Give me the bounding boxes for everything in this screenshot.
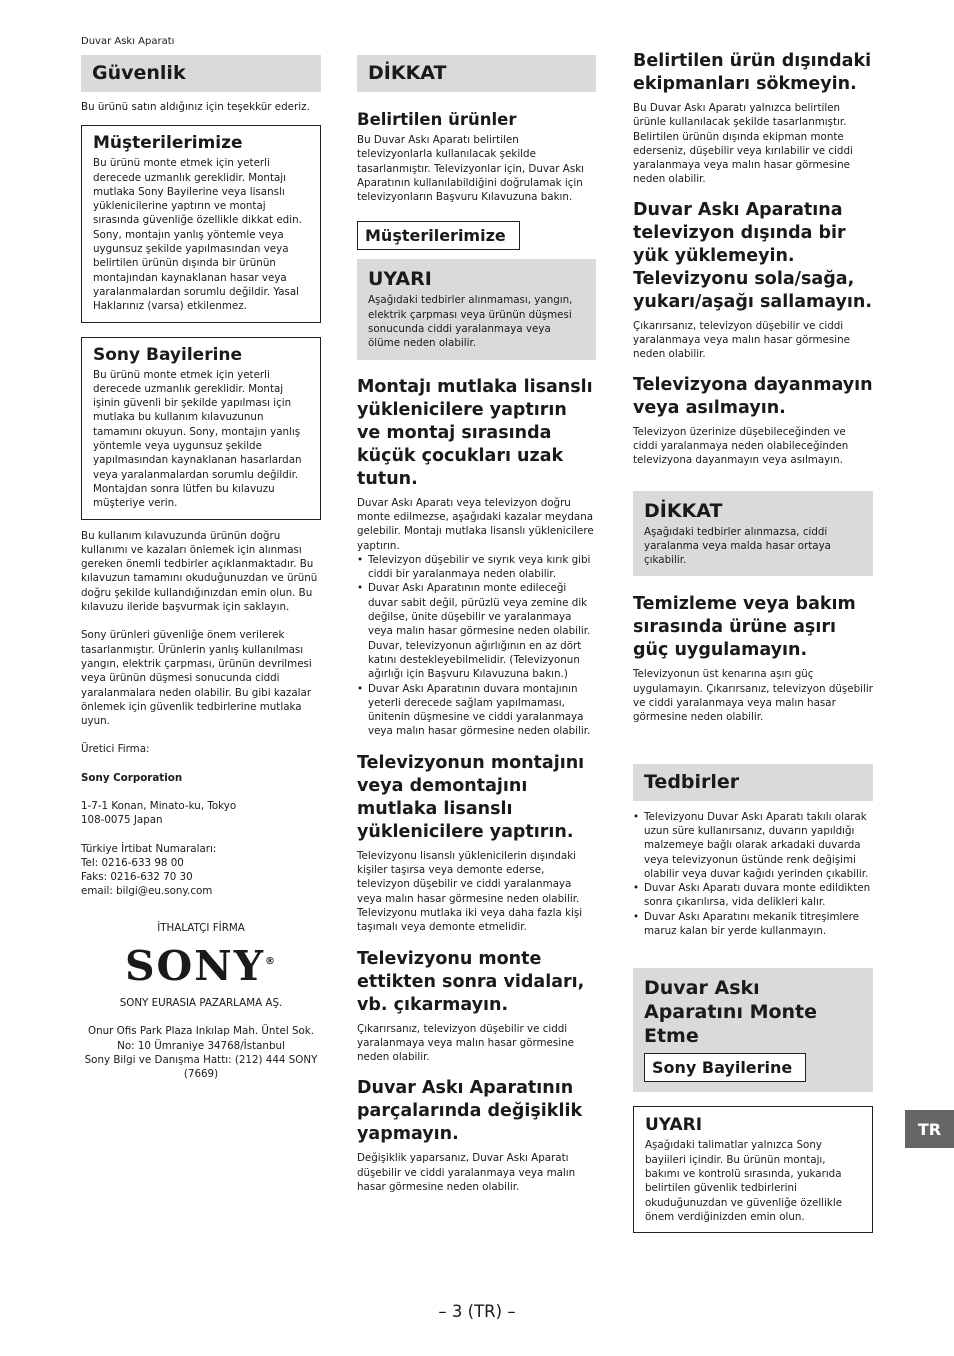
customers-box	[81, 125, 321, 322]
mount-section-box	[633, 968, 873, 1092]
contact-email: email: bilgi@eu.sony.com	[81, 885, 213, 898]
tv-mount-demount-text: Televizyonu lisanslı yüklenicilerin dışındaki kişiler taşırsa veya demonte ederse, televizyon düşebilir ve ciddi yaralanmaya veya malın hasar görmesine neden olabilir. Televizyonu mutlaka iki veya daha fazla kişi taşımalı veya demonte etmelidir.	[357, 849, 583, 934]
dealer-warning-title: UYARI	[645, 1115, 703, 1136]
list-item: • Televizyon düşebilir ve sıyrık veya kırık gibi ciddi bir yaralanmaya neden olabilir.	[357, 553, 596, 582]
heading-do-not-modify: Duvar Askı Aparatının parçalarında değişiklik yapmayın.	[357, 1078, 583, 1145]
caution-title: DİKKAT	[644, 499, 723, 522]
customers-label-wrap	[357, 221, 596, 250]
customers-label: Müşterilerimize	[357, 221, 520, 250]
heading-no-extra-load: Duvar Askı Aparatına televizyon dışında bir yük yüklemeyin. Televizyonu sola/sağa, yukarı/aşağı sallamayın.	[633, 199, 873, 312]
safety-paragraph: Sony ürünleri güvenliğe önem verilerek tasarlanmıştır. Ürünlerin yanlış kullanılması yangın, elektrik çarpması, ürünün devrilmesi veya ürünün düşmesi sonucunda ciddi yaralanmalara neden olabilir. Bu gibi kazalar önlemek için güvenlik tedbirlerine mutlaka uyun.	[81, 629, 312, 728]
heading-other-equipment: Belirtilen ürün dışındaki ekipmanları sökmeyin.	[633, 51, 872, 94]
dealers-box-title: Sony Bayilerine	[93, 344, 243, 365]
licensed-install-text: Duvar Askı Aparatı veya televizyon doğru monte edilmezse, aşağıdaki kazalar meydana gelebilir. Montajı mutlaka lisanslı yüklenicilere yaptırın.	[357, 496, 594, 552]
customers-box-text: Bu ürünü monte etmek için yeterli derecede uzmanlık gereklidir. Montajı mutlaka Sony Bayilerine veya lisanslı yüklenicilerine yaptırın ve montaj sırasında güvenliğe özellikle dikkat edin. Sony, montajın yanlış yöntemle veya uygunsuz şekilde yapılmasından veya belirtilen ürünün dışında bir ürünün montajından kaynaklanan hasar veya yaralanmalardan sorumlu değildir. Yasal Haklarınız (varsa) etkilenmez.	[93, 157, 302, 313]
contact-fax: Faks: 0216-632 70 30	[81, 871, 193, 884]
dealer-warning-box	[633, 1106, 873, 1233]
no-excess-force-text: Televizyonun üst kenarına aşırı güç uygulamayın. Çıkarırsanız, televizyon düşebilir ve ciddi yaralanmaya veya malın hasar görmesine neden olabilir.	[633, 668, 873, 724]
column-middle	[357, 55, 596, 1194]
warning-box	[357, 259, 596, 359]
list-item: • Duvar Askı Aparatının monte edileceği duvar sabit değil, pürüzlü veya zemine dik değilse, ünite düşebilir ve yaralanmaya veya malın hasar görmesine neden olabilir. Duvar, televizyonun ağırlığının en az dört katını destekleyebilmelidir. (Televizyonun ağırlığı için Başvuru Kılavuzuna bakın.)	[357, 581, 596, 681]
thanks-text: Bu ürünü satın aldığınız için teşekkür ederiz.	[81, 101, 310, 113]
language-tab: TR	[905, 1110, 954, 1148]
list-item: • Duvar Askı Aparatı duvara monte edildikten sonra çıkarılırsa, vida delikleri kalır.	[633, 881, 873, 910]
caution-text: Aşağıdaki tedbirler alınmazsa, ciddi yaralanma veya malda hasar ortaya çıkabilir.	[644, 525, 831, 567]
heading-licensed-install: Montajı mutlaka lisanslı yüklenicilere yaptırın ve montaj sırasında küçük çocukları uzak tutun.	[357, 376, 593, 489]
do-not-remove-screws-text: Çıkarırsanız, televizyon düşebilir ve ciddi yaralanmaya veya malın hasar görmesine neden olabilir.	[357, 1022, 574, 1064]
registered-mark: ®	[265, 956, 278, 968]
page-number: – 3 (TR) –	[438, 1302, 516, 1321]
importer-address: Onur Ofis Park Plaza Inkılap Mah. Üntel Sok. No: 10 Ümraniye 34768/İstanbul	[87, 1025, 315, 1052]
contact-tel: Tel: 0216-633 98 00	[81, 856, 184, 869]
dealer-warning-text: Aşağıdaki talimatlar yalnızca Sony bayiileri içindir. Bu ürünün montajı, bakımı ve kontrolü sırasında, yukarıda belirtilen güvenlik tedbirlerini okuduğunuzdan ve güvenliğe özellikle önem verdiğinizden emin olun.	[645, 1139, 843, 1223]
list-item: • Televizyonu Duvar Askı Aparatı takılı olarak uzun süre kullanırsanız, duvarın yapıldığı malzemeye bağlı olarak arkadaki duvarda veya televizyonun üstünde renk değişimi olabilir veya duvar kağıdı yerinden çıkabilir.	[633, 810, 873, 881]
do-not-modify-text: Değişiklik yaparsanız, Duvar Askı Aparatı düşebilir ve ciddi yaralanmaya veya malın hasar görmesine neden olabilir.	[357, 1152, 576, 1193]
caution-box	[633, 491, 873, 577]
document-title: Duvar Askı Aparatı	[81, 36, 175, 47]
heading-do-not-lean: Televizyona dayanmayın veya asılmayın.	[633, 374, 873, 418]
dealers-label: Sony Bayilerine	[644, 1053, 806, 1082]
contact-label: Türkiye İrtibat Numaraları:	[81, 842, 217, 855]
dealers-label-wrap	[644, 1053, 862, 1082]
column-right	[633, 50, 873, 1233]
sony-logo-text: SONY	[124, 942, 266, 991]
section-title-caution: DİKKAT	[357, 55, 596, 92]
warning-text: Aşağıdaki tedbirler alınmaması, yangın, elektrik çarpması veya ürünün düşmesi sonucunda ciddi yaralanmaya veya ölüme neden olabilir.	[368, 294, 573, 350]
specified-products-text: Bu Duvar Askı Aparatı belirtilen televizyonlarla kullanılacak şekilde tasarlanmıştır. Televizyonlar için, Duvar Askı Aparatının kullanılabildiğini doğrulamak için televizyonların Başvuru Kılavuzuna bakın.	[357, 134, 585, 204]
section-title-safety: Güvenlik	[81, 55, 321, 92]
licensed-install-bullets	[357, 553, 596, 739]
other-equipment-text: Bu Duvar Askı Aparatı yalnızca belirtilen ürünle kullanılacak şekilde tasarlanmıştır. Belirtilen ürünün dışında ekipman monte ederseniz, düşebilir veya kırılabilir ve ciddi yaralanmaya veya malın hasar görmesine neden olabilir.	[633, 102, 853, 186]
heading-no-excess-force: Temizleme veya bakım sırasında ürüne aşırı güç uygulamayın.	[633, 594, 856, 661]
dealers-box	[81, 337, 321, 520]
manufacturer-address-line1: 1-7-1 Konan, Minato-ku, Tokyo	[81, 799, 237, 812]
manufacturer-label: Üretici Firma:	[81, 743, 150, 756]
warning-title: UYARI	[368, 268, 432, 291]
customers-box-title: Müşterilerimize	[93, 133, 243, 154]
no-extra-load-text: Çıkarırsanız, televizyon düşebilir ve ciddi yaralanmaya veya malın hasar görmesine neden olabilir.	[633, 319, 850, 361]
dealers-box-text: Bu ürünü monte etmek için yeterli derecede uzmanlık gereklidir. Montaj işinin güvenli bir şekilde yapılması için mutlaka bu kullanım kılavuzunun tamamını okuyun. Sony, montajın yanlış yöntemle veya uygunsuz şekilde yapılmasından kaynaklanan hasarlardan veya yaralanmalardan sorumlu değildir. Montajdan sonra lütfen bu kılavuzu müşteriye verin.	[93, 368, 302, 510]
importer-label: İTHALATÇI FİRMA	[157, 921, 245, 934]
intro-paragraph: Bu kullanım kılavuzunda ürünün doğru kullanımı ve kazaları önlemek için alınması gereken önemli tedbirler açıklanmaktadır. Bu kılavuzun tamamını okuduğunuzdan ve ürünü doğru şekilde kullandığınızdan emin olun. Bu kılavuzu ileride başvurmak için saklayın.	[81, 529, 318, 614]
manufacturer-name: Sony Corporation	[81, 771, 183, 784]
sony-logo	[81, 942, 321, 991]
manufacturer-address-line2: 108-0075 Japan	[81, 814, 163, 827]
section-title-mounting: Duvar Askı Aparatını Monte Etme	[644, 977, 818, 1048]
list-item: • Duvar Askı Aparatının duvara montajının yeterli derecede sağlam yapılmaması, ünitenin düşmesine ve ciddi yaralanmaya veya malın hasar görmesine neden olabilir.	[357, 682, 596, 739]
column-left	[81, 55, 321, 1082]
list-item: • Duvar Askı Aparatını mekanik titreşimlere maruz kalan bir yerde kullanmayın.	[633, 910, 873, 939]
do-not-lean-text: Televizyon üzerinize düşebileceğinden ve ciddi yaralanmaya neden olabileceğinden televizyona dayanmayın veya asılmayın.	[633, 425, 849, 467]
heading-tv-mount-demount: Televizyonun montajını veya demontajını mutlaka lisanslı yüklenicilere yaptırın.	[357, 752, 585, 842]
importer-name: SONY EURASIA PAZARLAMA AŞ.	[119, 997, 283, 1010]
precautions-list	[633, 810, 873, 939]
heading-do-not-remove-screws: Televizyonu monte ettikten sonra vidaları, vb. çıkarmayın.	[357, 948, 585, 1015]
importer-hotline: Sony Bilgi ve Danışma Hattı: (212) 444 SONY (7669)	[84, 1053, 318, 1081]
section-title-precautions: Tedbirler	[633, 764, 873, 801]
specified-products-heading: Belirtilen ürünler	[357, 110, 517, 129]
